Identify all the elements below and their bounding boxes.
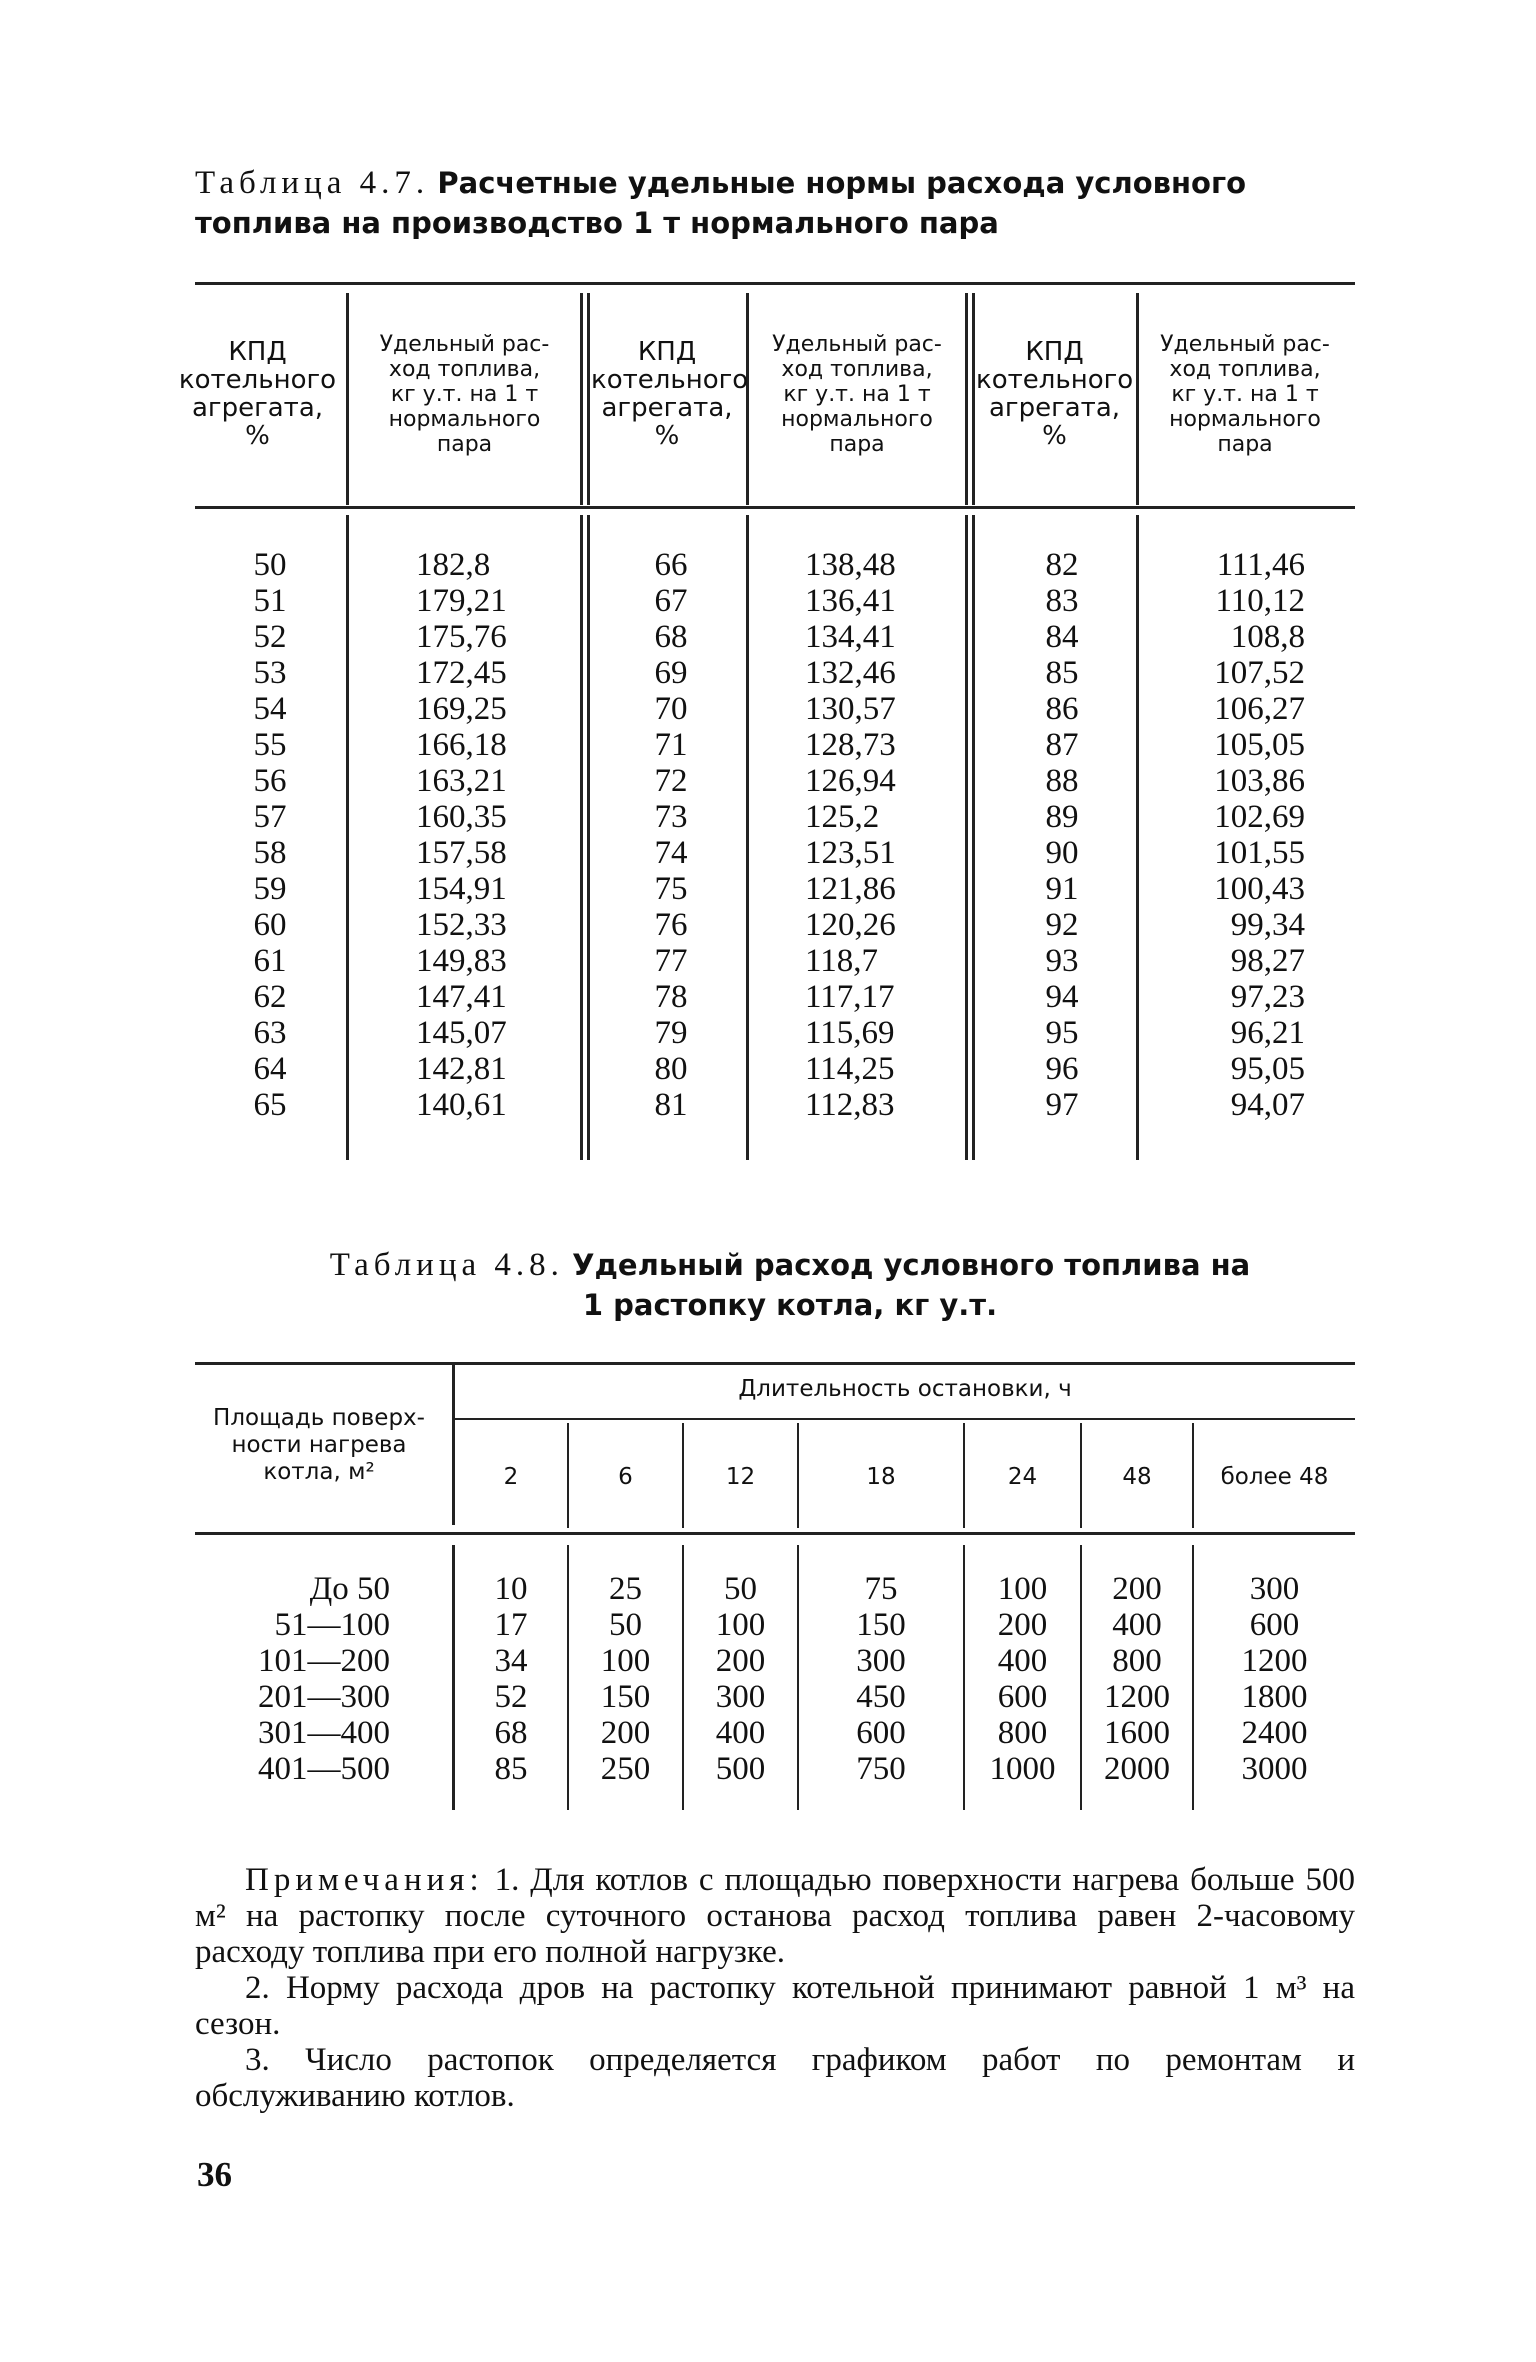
header-line: пара bbox=[436, 432, 493, 457]
table-cell: 52 bbox=[253, 619, 287, 655]
t47-vline bbox=[746, 515, 749, 1160]
t47-vline bbox=[580, 515, 583, 1160]
table-cell: 134,41 bbox=[805, 619, 896, 655]
table-cell: 54 bbox=[253, 691, 287, 727]
table-cell: 117,17 bbox=[805, 979, 895, 1015]
t47-header-kpd-3 bbox=[976, 338, 1133, 450]
header-line: пара bbox=[829, 432, 885, 457]
header-line: Площадь поверх- bbox=[213, 1405, 425, 1431]
table-cell: 1800 bbox=[1241, 1679, 1308, 1715]
table-cell: 59 bbox=[253, 871, 287, 907]
table-cell: 91 bbox=[1045, 871, 1079, 907]
table-cell: 50 bbox=[253, 547, 287, 583]
table-4-7-caption-prefix: Таблица 4.7. bbox=[195, 165, 430, 201]
table-cell: 800 bbox=[997, 1715, 1048, 1751]
table-cell: 152,33 bbox=[416, 907, 507, 943]
table-cell: 130,57 bbox=[805, 691, 896, 727]
table-cell: 500 bbox=[715, 1751, 766, 1787]
table-cell: 57 bbox=[253, 799, 287, 835]
table-4-7-caption bbox=[195, 163, 1355, 243]
table-cell: 51 bbox=[253, 583, 287, 619]
t47-vline bbox=[346, 515, 349, 1160]
table-cell: 90 bbox=[1045, 835, 1079, 871]
table-cell: 34 bbox=[494, 1643, 528, 1679]
table-cell: 400 bbox=[715, 1715, 766, 1751]
table-cell: 99,34 bbox=[1230, 907, 1305, 943]
header-line: агрегата, bbox=[191, 393, 324, 423]
header-line: нормального bbox=[781, 407, 933, 432]
t47-vline bbox=[1136, 293, 1139, 505]
table-4-8-caption-line2: 1 растопку котла, кг у.т. bbox=[582, 1288, 998, 1322]
t47-vline bbox=[346, 293, 349, 505]
table-cell: 105,05 bbox=[1214, 727, 1305, 763]
table-cell: 56 bbox=[253, 763, 287, 799]
table-cell: 172,45 bbox=[416, 655, 507, 691]
table-cell: 101—200 bbox=[258, 1643, 390, 1679]
header-line: Удельный рас- bbox=[379, 332, 550, 357]
table-cell: 97,23 bbox=[1230, 979, 1305, 1015]
table-cell: 73 bbox=[654, 799, 688, 835]
table-cell: 82 bbox=[1045, 547, 1079, 583]
header-line: КПД bbox=[1025, 337, 1084, 367]
table-4-7-header-rule bbox=[195, 506, 1355, 509]
table-cell: 200 bbox=[600, 1715, 651, 1751]
t47-vline bbox=[587, 293, 590, 505]
table-cell: 1000 bbox=[989, 1751, 1056, 1787]
table-cell: 140,61 bbox=[416, 1087, 507, 1123]
table-cell: 201—300 bbox=[258, 1679, 390, 1715]
table-cell: 75 bbox=[654, 871, 688, 907]
table-cell: 123,51 bbox=[805, 835, 896, 871]
t48-column-24h bbox=[965, 1571, 1080, 1787]
t48-column-12h bbox=[684, 1571, 797, 1787]
t48-duration-more-48: более 48 bbox=[1220, 1464, 1329, 1490]
table-cell: 800 bbox=[1112, 1643, 1162, 1679]
t48-column-6h bbox=[569, 1571, 682, 1787]
t48-column-18h bbox=[799, 1571, 963, 1787]
table-cell: 114,25 bbox=[805, 1051, 895, 1087]
t47-vline bbox=[972, 515, 975, 1160]
table-cell: 95,05 bbox=[1230, 1051, 1305, 1087]
t48-duration-48: 48 bbox=[1122, 1464, 1152, 1490]
table-cell: 750 bbox=[856, 1751, 906, 1787]
t48-duration-6: 6 bbox=[618, 1464, 633, 1490]
table-cell: 72 bbox=[654, 763, 688, 799]
table-cell: 138,48 bbox=[805, 547, 896, 583]
table-cell: 64 bbox=[253, 1051, 287, 1087]
table-cell: 169,25 bbox=[416, 691, 507, 727]
table-4-8-header-rule bbox=[195, 1532, 1355, 1535]
table-cell: 68 bbox=[654, 619, 688, 655]
table-cell: 103,86 bbox=[1214, 763, 1305, 799]
table-cell: 107,52 bbox=[1214, 655, 1305, 691]
header-line: КПД bbox=[228, 337, 287, 367]
table-cell: 52 bbox=[494, 1679, 528, 1715]
table-cell: 126,94 bbox=[805, 763, 896, 799]
t48-duration-12: 12 bbox=[725, 1464, 756, 1490]
header-line: котельного bbox=[591, 365, 749, 395]
table-4-8-top-rule bbox=[195, 1362, 1355, 1365]
table-cell: 89 bbox=[1045, 799, 1079, 835]
table-cell: 110,12 bbox=[1215, 583, 1305, 619]
table-cell: 147,41 bbox=[416, 979, 507, 1015]
table-cell: 97 bbox=[1045, 1087, 1079, 1123]
table-cell: 50 bbox=[609, 1607, 642, 1643]
table-cell: 2000 bbox=[1104, 1751, 1170, 1787]
table-cell: 179,21 bbox=[416, 583, 507, 619]
table-cell: 150 bbox=[600, 1679, 651, 1715]
t47-column-rate-3 bbox=[1165, 547, 1305, 1123]
t47-vline bbox=[587, 515, 590, 1160]
notes-label: Примечания: bbox=[245, 1862, 484, 1898]
table-cell: 118,7 bbox=[805, 943, 879, 979]
table-cell: 175,76 bbox=[416, 619, 507, 655]
table-cell: 301—400 bbox=[258, 1715, 390, 1751]
table-cell: 163,21 bbox=[416, 763, 507, 799]
table-cell: 70 bbox=[654, 691, 688, 727]
table-cell: 58 bbox=[253, 835, 287, 871]
table-cell: 63 bbox=[253, 1015, 287, 1051]
t47-vline bbox=[965, 515, 968, 1160]
table-cell: 145,07 bbox=[416, 1015, 507, 1051]
table-cell: 55 bbox=[253, 727, 287, 763]
table-cell: 80 bbox=[654, 1051, 688, 1087]
header-line: КПД bbox=[637, 337, 697, 367]
table-cell: 101,55 bbox=[1214, 835, 1305, 871]
header-line: ход топлива, bbox=[1169, 357, 1321, 382]
t48-column-2h bbox=[455, 1571, 567, 1787]
table-cell: 81 bbox=[654, 1087, 688, 1123]
table-cell: 69 bbox=[654, 655, 688, 691]
table-cell: 61 bbox=[253, 943, 287, 979]
table-cell: 600 bbox=[997, 1679, 1048, 1715]
table-cell: 182,8 bbox=[416, 547, 491, 583]
t47-column-rate-2 bbox=[805, 547, 945, 1123]
table-cell: 83 bbox=[1045, 583, 1079, 619]
table-cell: 157,58 bbox=[416, 835, 507, 871]
table-cell: 112,83 bbox=[805, 1087, 895, 1123]
t47-vline bbox=[1136, 515, 1139, 1160]
table-cell: 3000 bbox=[1241, 1751, 1308, 1787]
table-cell: 400 bbox=[1112, 1607, 1162, 1643]
table-cell: 149,83 bbox=[416, 943, 507, 979]
table-cell: 60 bbox=[253, 907, 287, 943]
table-cell: 400 bbox=[997, 1643, 1048, 1679]
header-line: Удельный рас- bbox=[1160, 332, 1330, 357]
table-cell: 2400 bbox=[1241, 1715, 1308, 1751]
table-cell: 10 bbox=[494, 1571, 528, 1607]
table-cell: 200 bbox=[997, 1607, 1048, 1643]
table-cell: 200 bbox=[715, 1643, 766, 1679]
page-number: 36 bbox=[197, 2155, 232, 2194]
table-cell: 100 bbox=[997, 1571, 1048, 1607]
header-line: котельного bbox=[178, 365, 337, 395]
t48-duration-2: 2 bbox=[503, 1464, 519, 1490]
table-cell: 600 bbox=[856, 1715, 906, 1751]
header-line: котла, м² bbox=[263, 1459, 375, 1485]
table-cell: 100 bbox=[600, 1643, 651, 1679]
table-cell: 93 bbox=[1045, 943, 1079, 979]
table-cell: 88 bbox=[1045, 763, 1079, 799]
table-cell: 98,27 bbox=[1230, 943, 1305, 979]
table-cell: 96 bbox=[1045, 1051, 1079, 1087]
table-cell: 102,69 bbox=[1214, 799, 1305, 835]
t47-vline bbox=[965, 293, 968, 505]
t48-row-header bbox=[190, 1405, 448, 1486]
header-line: % bbox=[245, 421, 270, 451]
header-line: агрегата, bbox=[601, 393, 733, 423]
table-cell: 108,8 bbox=[1230, 619, 1305, 655]
table-cell: 86 bbox=[1045, 691, 1079, 727]
table-cell: 120,26 bbox=[805, 907, 896, 943]
note-1 bbox=[195, 1862, 1355, 1970]
table-cell: 125,2 bbox=[805, 799, 880, 835]
table-cell: 300 bbox=[856, 1643, 906, 1679]
header-line: нормального bbox=[388, 407, 541, 432]
t48-duration-24: 24 bbox=[1007, 1464, 1038, 1490]
header-line: кг у.т. на 1 т bbox=[390, 382, 539, 407]
table-cell: 136,41 bbox=[805, 583, 896, 619]
table-cell: 1600 bbox=[1104, 1715, 1170, 1751]
header-line: ности нагрева bbox=[231, 1432, 407, 1458]
table-cell: 66 bbox=[654, 547, 688, 583]
header-line: % bbox=[1042, 421, 1067, 451]
t47-header-rate-3 bbox=[1140, 332, 1350, 457]
table-4-8-caption-line1: Удельный расход условного топлива на bbox=[572, 1248, 1251, 1282]
table-cell: 160,35 bbox=[416, 799, 507, 835]
header-line: ход топлива, bbox=[388, 357, 541, 382]
table-cell: 50 bbox=[724, 1571, 757, 1607]
table-cell: 94,07 bbox=[1230, 1087, 1305, 1123]
t47-vline bbox=[972, 293, 975, 505]
table-cell: 71 bbox=[654, 727, 688, 763]
t48-duration-18: 18 bbox=[866, 1464, 896, 1490]
table-cell: 96,21 bbox=[1230, 1015, 1305, 1051]
t47-column-kpd-1 bbox=[240, 547, 300, 1123]
table-4-8-caption bbox=[290, 1245, 1290, 1325]
table-cell: 65 bbox=[253, 1087, 287, 1123]
table-cell: 53 bbox=[253, 655, 287, 691]
header-line: ход топлива, bbox=[781, 357, 933, 382]
header-line: кг у.т. на 1 т bbox=[783, 382, 931, 407]
header-line: агрегата, bbox=[988, 393, 1121, 423]
t47-vline bbox=[580, 293, 583, 505]
table-cell: 106,27 bbox=[1214, 691, 1305, 727]
table-4-7-top-rule bbox=[195, 282, 1355, 285]
table-cell: 75 bbox=[864, 1571, 898, 1607]
t47-header-kpd-1 bbox=[175, 338, 340, 450]
table-cell: 100 bbox=[715, 1607, 766, 1643]
table-cell: 94 bbox=[1045, 979, 1079, 1015]
t47-header-rate-1 bbox=[352, 332, 577, 457]
table-cell: 74 bbox=[654, 835, 688, 871]
header-line: % bbox=[654, 421, 680, 451]
table-cell: 95 bbox=[1045, 1015, 1079, 1051]
table-cell: 128,73 bbox=[805, 727, 896, 763]
table-cell: 200 bbox=[1112, 1571, 1162, 1607]
table-cell: 300 bbox=[1249, 1571, 1300, 1607]
table-cell: 79 bbox=[654, 1015, 688, 1051]
table-cell: 300 bbox=[715, 1679, 766, 1715]
t47-column-kpd-2 bbox=[641, 547, 701, 1123]
table-cell: 142,81 bbox=[416, 1051, 507, 1087]
table-cell: 1200 bbox=[1241, 1643, 1308, 1679]
t48-column-48h bbox=[1082, 1571, 1192, 1787]
header-line: Удельный рас- bbox=[772, 332, 942, 357]
table-cell: 87 bbox=[1045, 727, 1079, 763]
header-line: пара bbox=[1217, 432, 1273, 457]
t48-group-header: Длительность остановки, ч bbox=[738, 1376, 1072, 1402]
table-cell: 76 bbox=[654, 907, 688, 943]
t47-header-kpd-2 bbox=[591, 337, 749, 451]
table-4-7-caption-text: Расчетные удельные нормы расхода условного топлива на производство 1 т нормального пара bbox=[195, 166, 1247, 240]
note-2: 2. Норму расхода дров на растопку котельной принимают равной 1 м³ на сезон. bbox=[195, 1970, 1355, 2042]
table-cell: 85 bbox=[1045, 655, 1079, 691]
table-cell: 132,46 bbox=[805, 655, 896, 691]
table-cell: 92 bbox=[1045, 907, 1079, 943]
table-cell: 51—100 bbox=[274, 1607, 390, 1643]
note-3: 3. Число растопок определяется графиком работ по ремонтам и обслуживанию котлов. bbox=[195, 2042, 1355, 2114]
note-1-text: 1. Для котлов с площадью поверхности нагрева больше 500 м² на растопку после суточного останова расход топлива равен 2-часовому расходу топлива при его полной нагрузке. bbox=[195, 1862, 1356, 1970]
t47-vline bbox=[746, 293, 749, 505]
table-cell: 115,69 bbox=[805, 1015, 895, 1051]
table-4-8-group-rule bbox=[455, 1418, 1355, 1420]
table-cell: 154,91 bbox=[416, 871, 507, 907]
header-line: нормального bbox=[1169, 407, 1321, 432]
table-cell: До 50 bbox=[309, 1571, 390, 1607]
table-cell: 600 bbox=[1249, 1607, 1300, 1643]
table-cell: 62 bbox=[253, 979, 287, 1015]
notes bbox=[195, 1862, 1355, 2114]
table-cell: 100,43 bbox=[1214, 871, 1305, 907]
table-cell: 25 bbox=[609, 1571, 642, 1607]
t48-column-more-48h bbox=[1194, 1571, 1355, 1787]
table-cell: 67 bbox=[654, 583, 688, 619]
table-cell: 77 bbox=[654, 943, 688, 979]
table-cell: 84 bbox=[1045, 619, 1079, 655]
table-cell: 166,18 bbox=[416, 727, 507, 763]
table-cell: 111,46 bbox=[1216, 547, 1305, 583]
table-cell: 1200 bbox=[1104, 1679, 1170, 1715]
table-cell: 150 bbox=[856, 1607, 906, 1643]
t47-column-kpd-3 bbox=[1032, 547, 1092, 1123]
table-cell: 401—500 bbox=[258, 1751, 390, 1787]
table-cell: 85 bbox=[494, 1751, 528, 1787]
table-cell: 17 bbox=[494, 1607, 528, 1643]
table-cell: 78 bbox=[654, 979, 688, 1015]
header-line: котельного bbox=[976, 365, 1134, 395]
table-4-8-caption-prefix: Таблица 4.8. bbox=[329, 1247, 564, 1283]
table-cell: 250 bbox=[600, 1751, 651, 1787]
table-cell: 450 bbox=[856, 1679, 906, 1715]
header-line: кг у.т. на 1 т bbox=[1171, 382, 1319, 407]
t48-column-area bbox=[190, 1571, 390, 1787]
t47-header-rate-2 bbox=[752, 332, 962, 457]
table-cell: 121,86 bbox=[805, 871, 896, 907]
t47-column-rate-1 bbox=[416, 547, 556, 1123]
table-cell: 68 bbox=[494, 1715, 528, 1751]
